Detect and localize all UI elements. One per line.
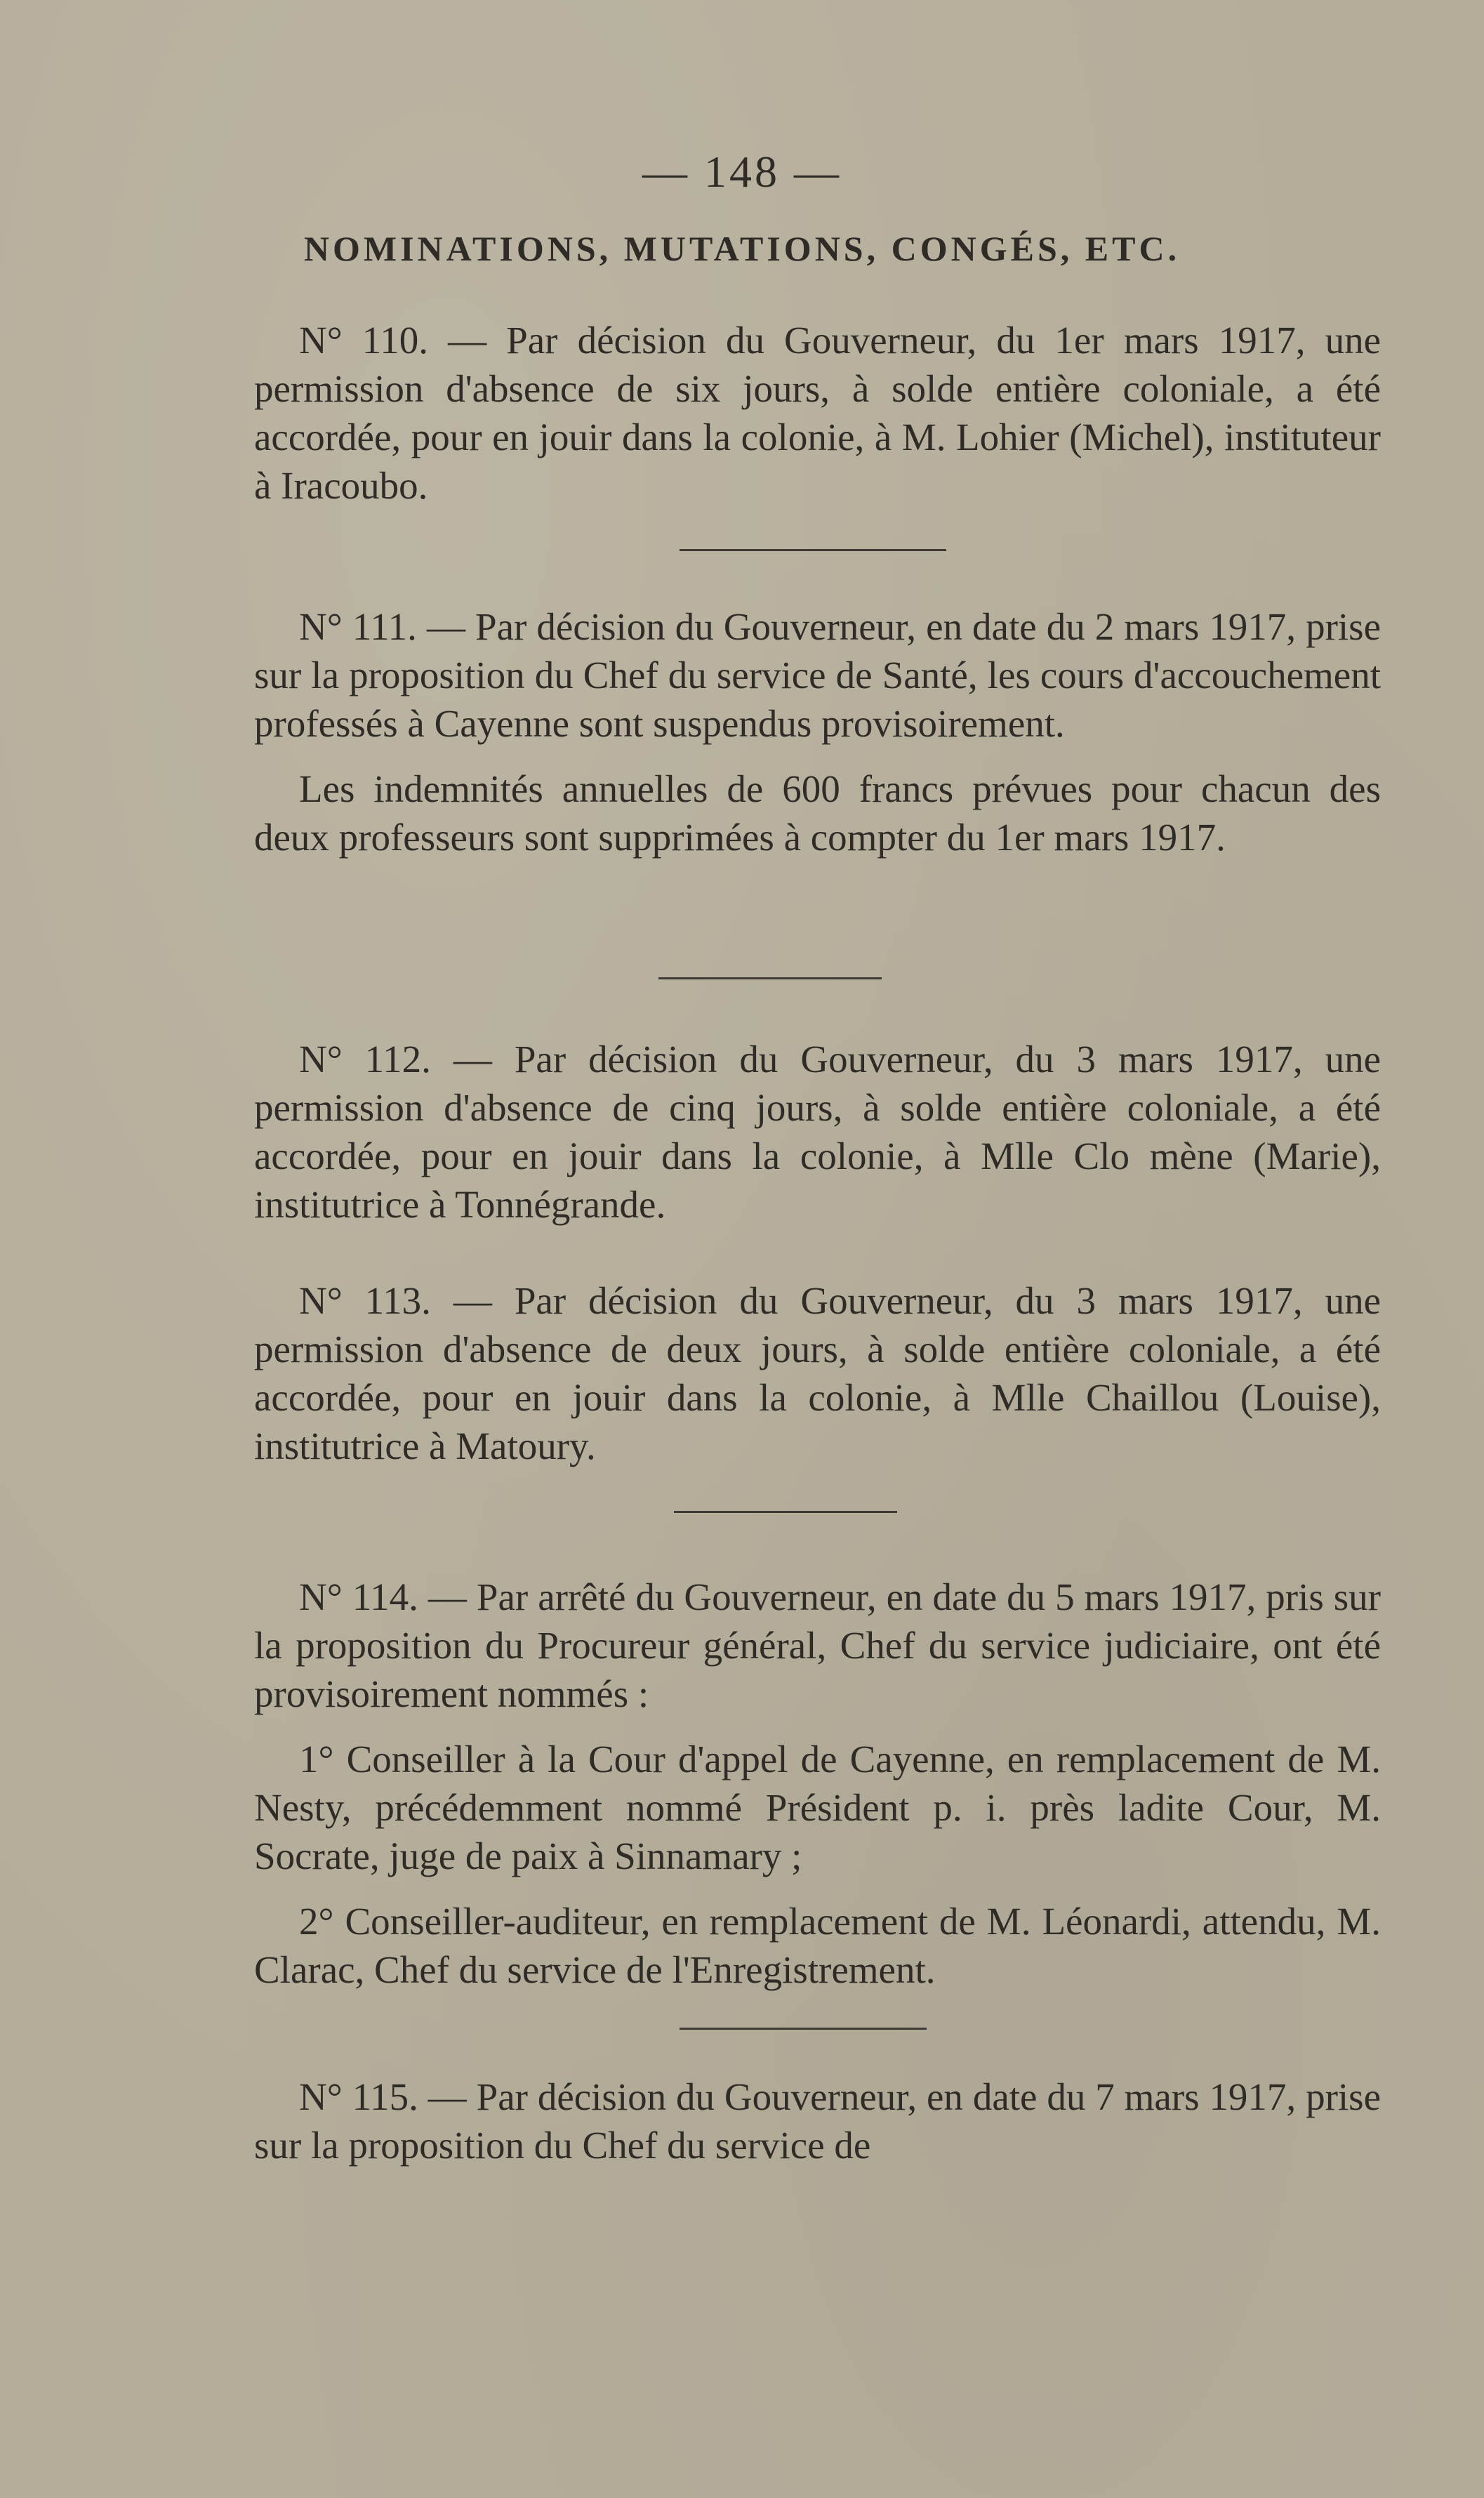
entry-paragraph: N° 115. — Par décision du Gouverneur, en date du 7 mars 1917, prise sur la proposition du Chef du service de (254, 2075, 1381, 2167)
entry-paragraph: N° 110. — Par décision du Gouverneur, du 1er mars 1917, une permission d'absence de six jours, à solde entière coloniale, a été accordée, pour en jouir dans la colonie, à M. Lohier (Michel), instituteur à Iracoubo. (254, 319, 1381, 507)
entry-111 (254, 602, 1381, 878)
entry-paragraph: 1° Conseiller à la Cour d'appel de Cayenne, en remplacement de M. Nesty, précédemment nommé Président p. i. près ladite Cour, M. Socrate, juge de paix à Sinnamary ; (254, 1738, 1381, 1877)
entry-115 (254, 2073, 1381, 2186)
page-number: — 148 — (642, 147, 842, 197)
separator-rule (658, 977, 882, 979)
entry-110 (254, 316, 1381, 527)
entry-paragraph: N° 114. — Par arrêté du Gouverneur, en date du 5 mars 1917, pris sur la proposition du Procureur général, Chef du service judiciaire, ont été provisoirement nommés : (254, 1575, 1381, 1715)
separator-rule (680, 549, 946, 551)
entry-paragraph: N° 112. — Par décision du Gouverneur, du 3 mars 1917, une permission d'absence de cinq jours, à solde entière coloniale, a été accordée, pour en jouir dans la colonie, à Mlle Clo mène (Marie), institutrice à Tonnégrande. (254, 1038, 1381, 1226)
section-heading: NOMINATIONS, MUTATIONS, CONGÉS, ETC. (303, 229, 1181, 268)
entry-paragraph: 2° Conseiller-auditeur, en remplacement de M. Léonardi, attendu, M. Clarac, Chef du service de l'Enregistrement. (254, 1900, 1381, 1991)
entry-113 (254, 1276, 1381, 1487)
entry-paragraph: Les indemnités annuelles de 600 francs prévues pour chacun des deux professeurs sont supprimées à compter du 1er mars 1917. (254, 767, 1381, 859)
entry-112 (254, 1035, 1381, 1245)
separator-rule (674, 1511, 897, 1513)
separator-rule (680, 2028, 927, 2030)
entry-paragraph: N° 113. — Par décision du Gouverneur, du 3 mars 1917, une permission d'absence de deux jours, à solde entière coloniale, a été accordée, pour en jouir dans la colonie, à Mlle Chaillou (Louise), institutrice à Matoury. (254, 1279, 1381, 1467)
entry-114 (254, 1573, 1381, 2011)
entry-paragraph: N° 111. — Par décision du Gouverneur, en date du 2 mars 1917, prise sur la proposition du Chef du service de Santé, les cours d'accouchement professés à Cayenne sont suspendus provisoirement. (254, 605, 1381, 745)
